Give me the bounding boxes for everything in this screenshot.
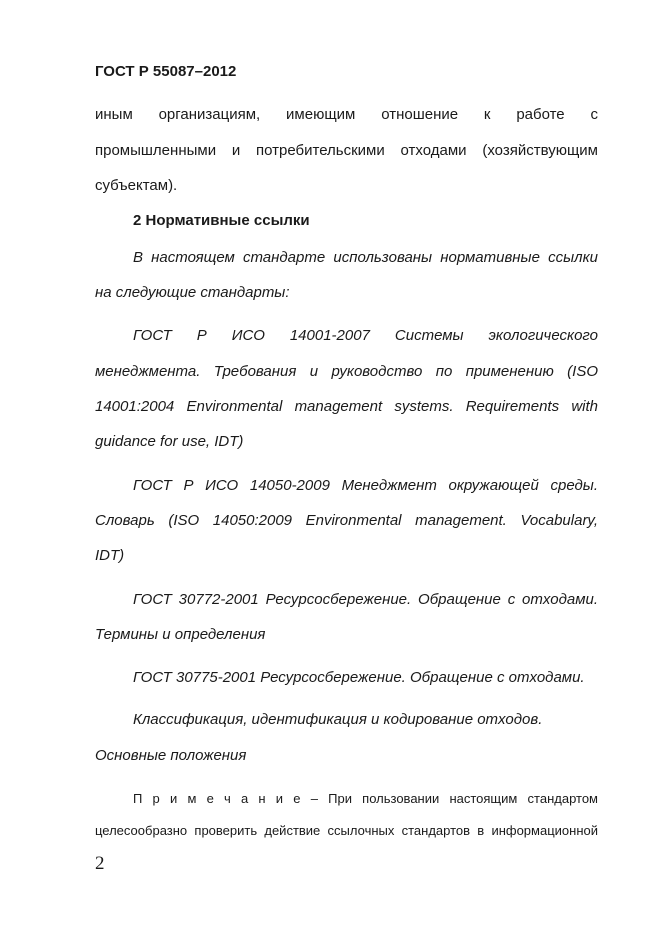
intro-line: субъектам). — [95, 177, 178, 194]
note-line: П р и м е ч а н и е – При пользовании настоящим стандартом — [133, 791, 598, 806]
reference-line: Словарь (ISO 14050:2009 Environmental management. Vocabulary, — [95, 512, 598, 529]
section-title: 2 Нормативные ссылки — [133, 212, 310, 229]
reference-line: ГОСТ 30772-2001 Ресурсосбережение. Обращение с отходами. — [133, 591, 598, 608]
document-header: ГОСТ Р 55087–2012 — [95, 63, 237, 80]
note-line: целесообразно проверить действие ссылочных стандартов в информационной — [95, 823, 598, 838]
section-lead: на следующие стандарты: — [95, 284, 290, 301]
page-number: 2 — [95, 853, 105, 874]
reference-line: 14001:2004 Environmental management systems. Requirements with — [95, 398, 598, 415]
reference-line: Классификация, идентификация и кодирование отходов. — [133, 711, 543, 728]
reference-line: IDT) — [95, 547, 125, 564]
reference-line: менеджмента. Требования и руководство по применению (ISO — [95, 363, 598, 380]
reference-line: guidance for use, IDT) — [95, 433, 244, 450]
reference-line: Основные положения — [95, 747, 247, 764]
reference-line: ГОСТ Р ИСО 14001-2007 Системы экологического — [133, 327, 598, 344]
reference-line: ГОСТ 30775-2001 Ресурсосбережение. Обращение с отходами. — [133, 669, 585, 686]
reference-line: ГОСТ Р ИСО 14050-2009 Менеджмент окружающей среды. — [133, 477, 598, 494]
section-lead: В настоящем стандарте использованы нормативные ссылки — [133, 249, 598, 266]
reference-line: Термины и определения — [95, 626, 266, 643]
intro-line: промышленными и потребительскими отходами (хозяйствующим — [95, 142, 598, 159]
intro-line: иным организациям, имеющим отношение к работе с — [95, 106, 598, 123]
